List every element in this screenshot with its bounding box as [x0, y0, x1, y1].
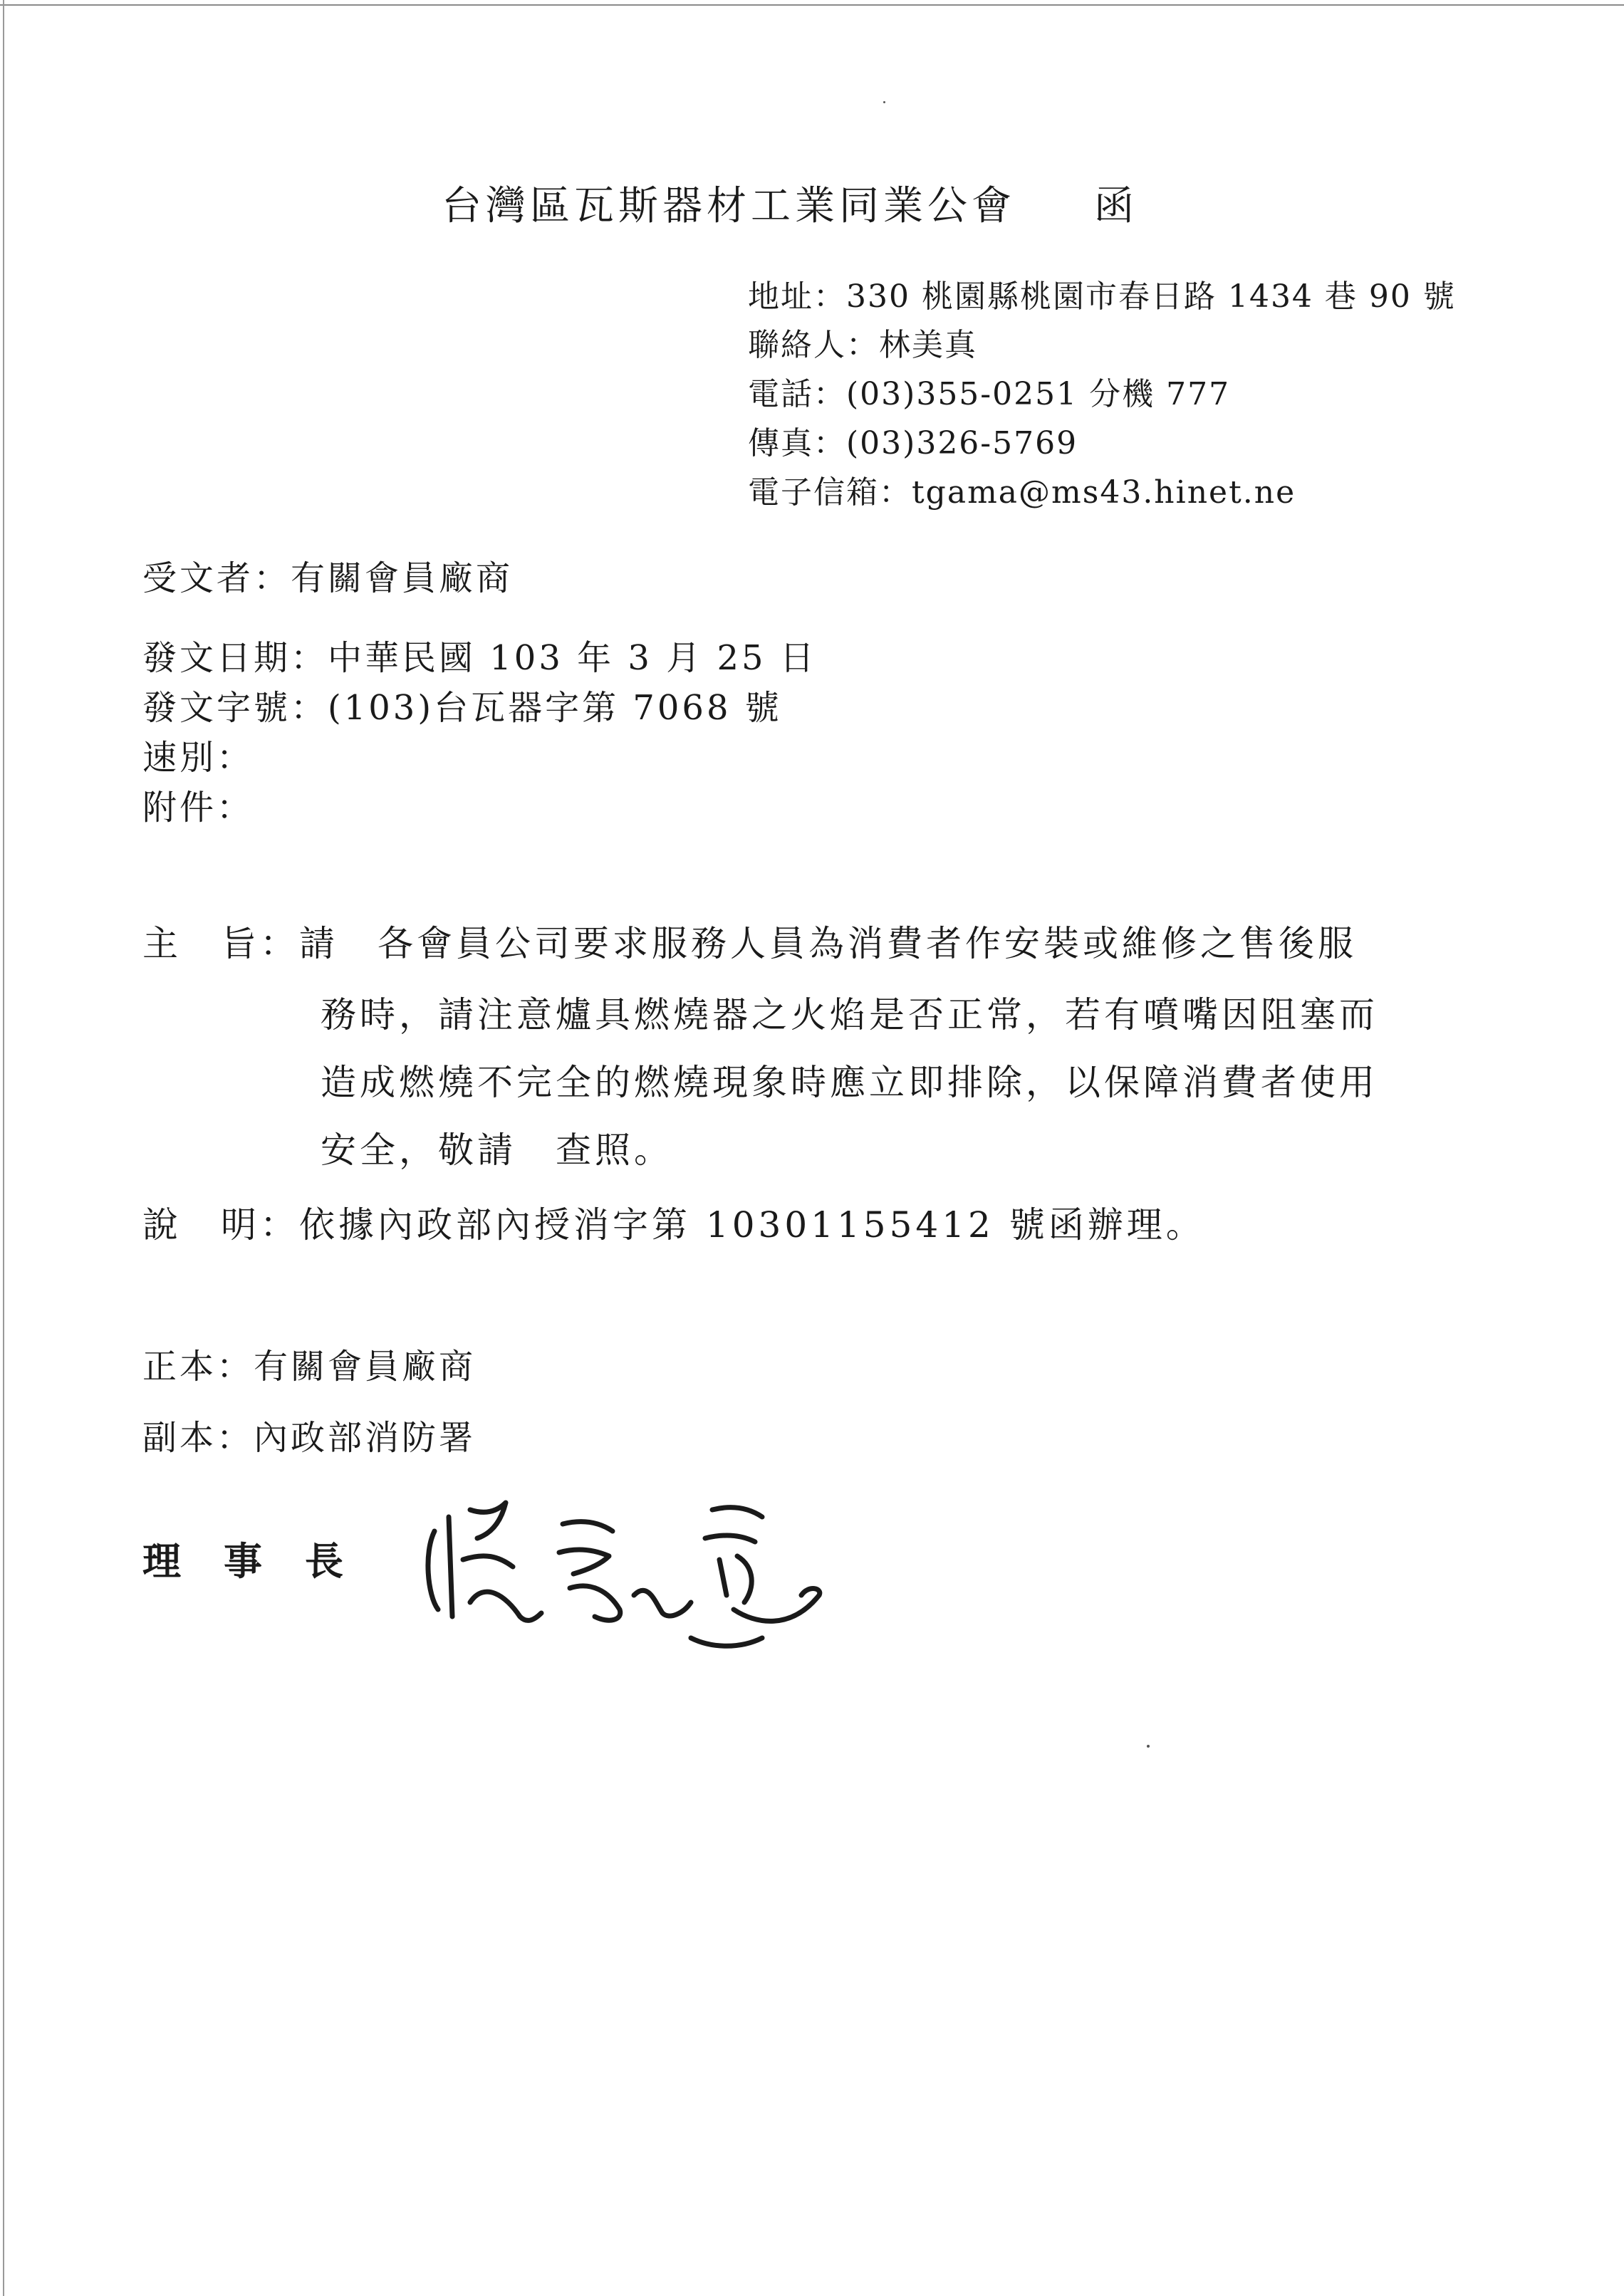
letterhead-title	[442, 174, 1138, 231]
contact-person: 聯絡人：林美真	[748, 327, 977, 363]
contact-fax: 傳真：(03)326-5769	[748, 425, 1078, 461]
subject-line-4	[142, 1122, 673, 1173]
scan-left-border	[3, 0, 4, 2296]
subject-line-3-text: 造成燃燒不完全的燃燒現象時應立即排除，以保障消費者使用	[321, 1062, 1378, 1103]
distribution-copy: 副本：內政部消防署	[142, 1418, 477, 1458]
subject-line-2-text: 務時，請注意爐具燃燒器之火焰是否正常，若有噴嘴因阻塞而	[321, 994, 1378, 1035]
distribution-original: 正本：有關會員廠商	[142, 1347, 477, 1387]
recipient: 受文者：有關會員廠商	[142, 558, 514, 598]
explanation: 說 明：依據內政部內授消字第 10301155412 號函辦理。	[142, 1204, 1205, 1246]
organization-name: 台灣區瓦斯器材工業同業公會	[442, 183, 1016, 229]
signatory-title: 理事長	[142, 1538, 386, 1584]
scan-speck	[1147, 1745, 1150, 1748]
contact-address: 地址：330 桃園縣桃園市春日路 1434 巷 90 號	[748, 278, 1456, 315]
subject-line-2	[142, 986, 1378, 1038]
subject-line-3	[142, 1054, 1378, 1105]
speed-class: 速別：	[142, 738, 254, 778]
contact-email: 電子信箱：tgama@ms43.hinet.ne	[748, 474, 1296, 511]
subject-line-1: 主 旨：請 各會員公司要求服務人員為消費者作安裝或維修之售後服	[142, 923, 1357, 964]
attachment: 附件：	[142, 788, 254, 828]
document-type: 函	[1094, 183, 1138, 229]
subject-line-4-text: 安全，敬請 查照。	[321, 1129, 673, 1171]
document-number: 發文字號：(103)台瓦器字第 7068 號	[142, 688, 782, 728]
scan-top-border	[0, 4, 1624, 6]
issue-date: 發文日期：中華民國 103 年 3 月 25 日	[142, 638, 817, 678]
contact-phone: 電話：(03)355-0251 分機 777	[748, 376, 1231, 412]
scan-speck	[883, 101, 885, 103]
handwritten-signature	[420, 1488, 833, 1659]
